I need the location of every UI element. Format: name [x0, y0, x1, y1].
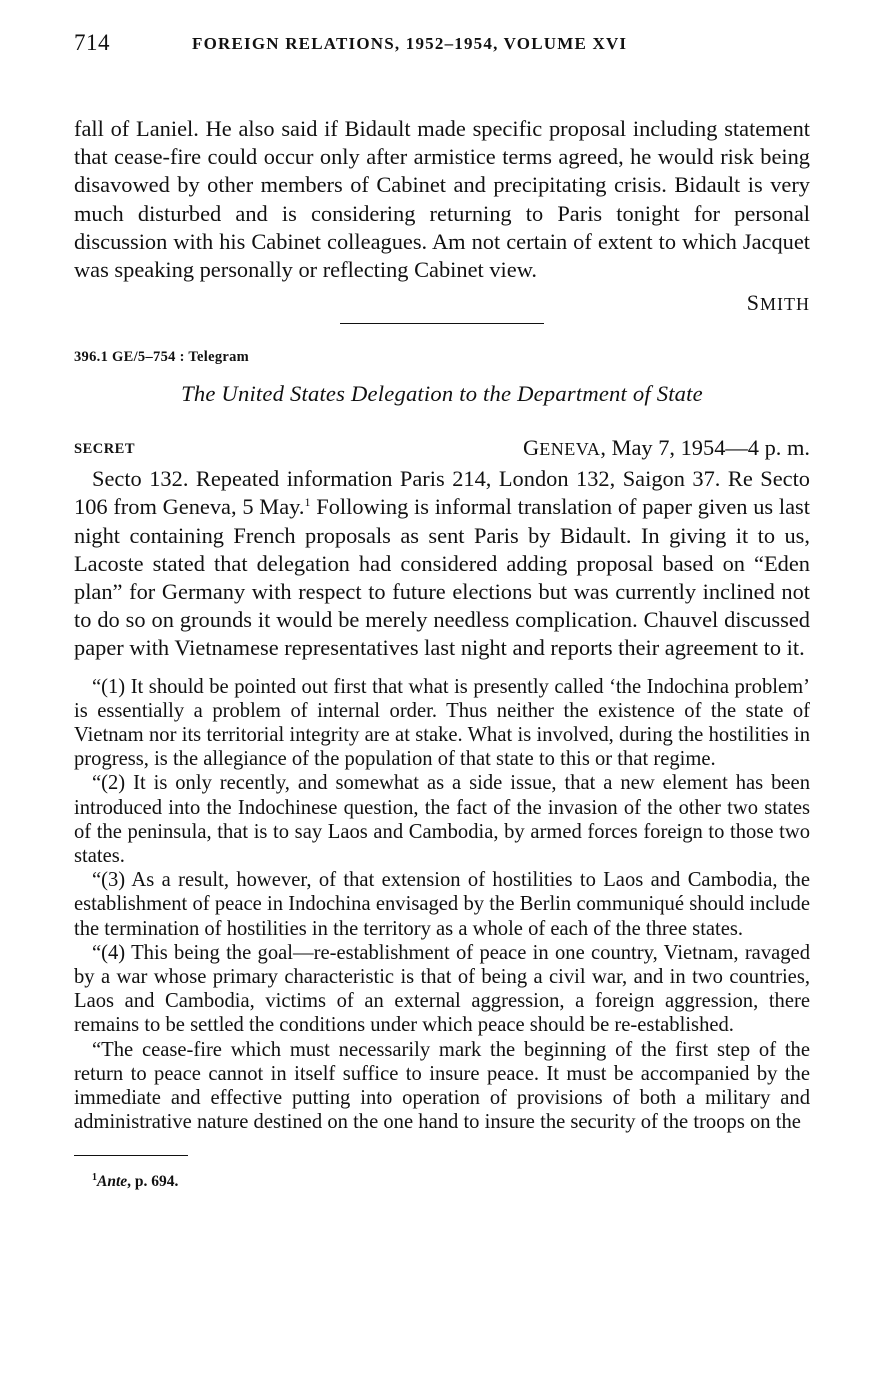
- footnote-divider: [74, 1155, 188, 1156]
- footnote-italic: Ante: [97, 1172, 128, 1190]
- signature-initial: S: [746, 290, 760, 316]
- section-divider: [340, 323, 544, 324]
- signature-rest: MITH: [760, 294, 810, 315]
- place-initial: G: [523, 435, 540, 461]
- quoted-paragraph: “(3) As a result, however, of that extension of hostilities to Laos and Cambodia, the establishment of peace in Indochina envisaged by the Berlin communiqué should include the termination of hostilities in the territory as a whole of each of the three states.: [74, 869, 810, 940]
- page-number: 714: [74, 30, 110, 55]
- running-title: FOREIGN RELATIONS, 1952–1954, VOLUME XVI: [192, 34, 628, 53]
- dateline: [74, 435, 810, 465]
- footnote-reference: 1: [304, 495, 311, 510]
- classification: SECRET: [74, 441, 136, 458]
- signature: [74, 290, 810, 314]
- intro-part2: Following is informal translation of paper given us last night containing French proposals as sent Paris by Bidault. In giving it to us, Lacoste stated that delegation had considered adding proposal based on “Eden plan” for Germany with respect to future elections but was currently inclined not to do so on grounds it would be merely needless complication. Chauvel discussed paper with Vietnamese representatives last night and reports their agreement to it.: [74, 494, 810, 661]
- quoted-paragraph: “(1) It should be pointed out first that what is presently called ‘the Indochina problem’ is essentially a problem of internal order. Thus neither the existence of the state of Vietnam nor its territorial integrity are at stake. What is involved, during the hostilities in progress, is the allegiance of the population of that state to this or that regime.: [74, 675, 810, 771]
- quoted-paragraph: “(4) This being the goal—re-establishment of peace in one country, Vietnam, ravaged by a war whose primary characteristic is that of being a civil war, and in two countries, Laos and Cambodia, victims of an external aggression, a foreign aggression, there remains to be settled the conditions under which peace should be re-established.: [74, 941, 810, 1037]
- footnote-rest: , p. 694.: [127, 1172, 179, 1190]
- footnote: [92, 1173, 810, 1191]
- running-head: [74, 30, 810, 64]
- place-rest: ENEVA: [539, 439, 601, 460]
- footnote-mark: 1: [92, 1171, 97, 1183]
- document-page: [74, 30, 810, 1191]
- intro-part1: Secto 132. Repeated information Paris 214, London 132, Saigon 37. Re Secto 106 from Geneva, 5 May.: [74, 466, 810, 520]
- continuation-paragraph: fall of Laniel. He also said if Bidault made specific proposal including statement that cease-fire could occur only after armistice terms agreed, he would risk being disavowed by other members of Cabinet and precipitating crisis. Bidault is very much disturbed and is considering returning to Paris tonight for personal discussion with his Cabinet colleagues. Am not certain of extent to which Jacquet was speaking personally or reflecting Cabinet view.: [74, 116, 810, 283]
- date-text: , May 7, 1954—4 p. m.: [600, 435, 810, 461]
- quoted-paragraph: “(2) It is only recently, and somewhat as a side issue, that a new element has been introduced into the Indochinese question, the fact of the invasion of the other two states of the peninsula, that is to say Laos and Cambodia, by armed forces foreign to those two states.: [74, 772, 810, 868]
- place-date: [523, 435, 810, 461]
- intro-paragraph: [74, 465, 810, 662]
- quoted-paragraph: “The cease-fire which must necessarily mark the beginning of the first step of the return to peace cannot in itself suffice to insure peace. It must be accompanied by the immediate and effective putting into operation of provisions of both a military and administrative nature destined on the one hand to insure the security of the troops on the: [74, 1038, 810, 1134]
- document-reference: 396.1 GE/5–754 : Telegram: [74, 349, 250, 366]
- document-title: The United States Delegation to the Department of State: [181, 381, 703, 407]
